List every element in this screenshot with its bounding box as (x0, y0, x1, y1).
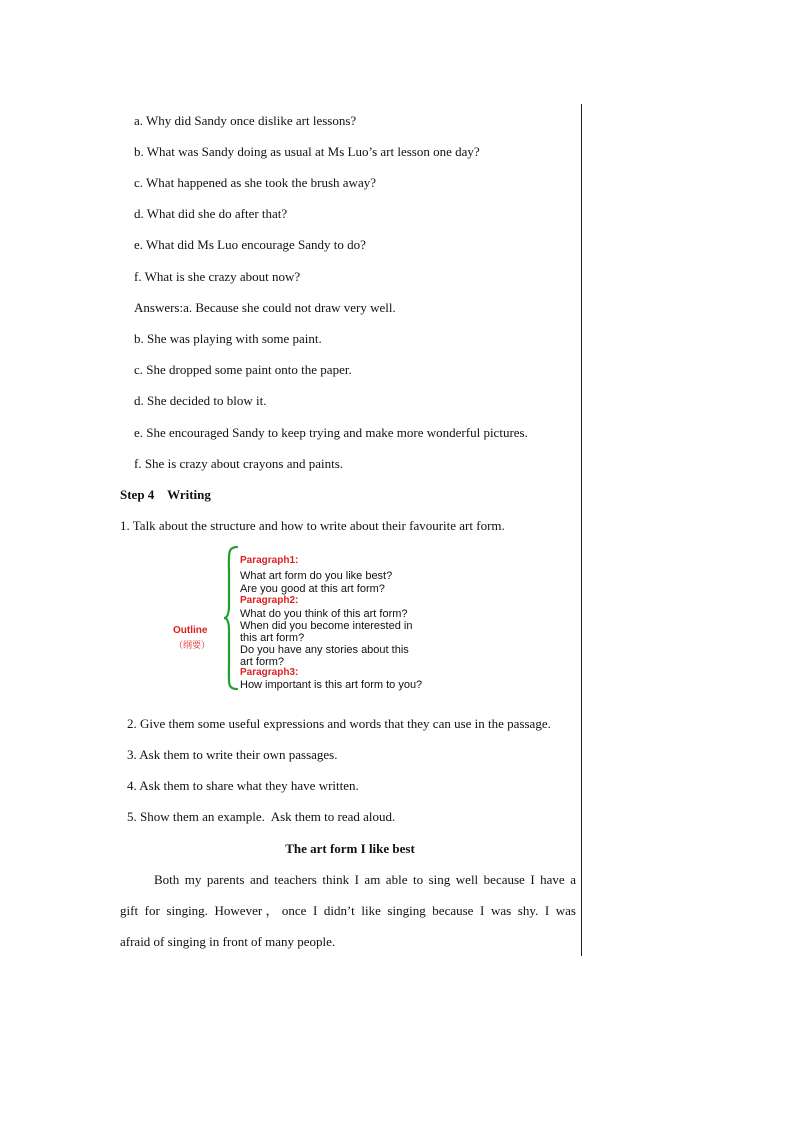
paragraph1-line: Are you good at this art form? (240, 583, 385, 595)
answer-e: e. She encouraged Sandy to keep trying and make more wonderful pictures. (134, 425, 528, 440)
example-line: gift for singing. However，once I didn’t like singing because I was shy. I was (120, 903, 576, 918)
question-f: f. What is she crazy about now? (134, 269, 301, 284)
answer-d: d. She decided to blow it. (134, 393, 267, 408)
answer-b: b. She was playing with some paint. (134, 331, 322, 346)
example-line: Both my parents and teachers think I am able to sing well because I have a (154, 872, 576, 887)
answer-a: Answers:a. Because she could not draw very well. (134, 300, 396, 315)
step-2: 2. Give them some useful expressions and words that they can use in the passage. (127, 716, 551, 731)
paragraph2-line: What do you think of this art form? (240, 608, 408, 620)
step-heading: Step 4 Writing (120, 487, 211, 502)
paragraph2-line: When did you become interested in (240, 620, 413, 632)
paragraph1-line: What art form do you like best? (240, 570, 393, 582)
paragraph3-title: Paragraph3: (240, 667, 299, 678)
paragraph1-title: Paragraph1: (240, 555, 299, 566)
example-line: afraid of singing in front of many people. (120, 934, 336, 949)
question-b: b. What was Sandy doing as usual at Ms Luo’s art lesson one day? (134, 144, 480, 159)
answer-f: f. She is crazy about crayons and paints. (134, 456, 344, 471)
outline-label: Outline (173, 625, 208, 636)
question-c: c. What happened as she took the brush away? (134, 175, 376, 190)
step-5: 5. Show them an example. Ask them to read aloud. (127, 809, 396, 824)
step-3: 3. Ask them to write their own passages. (127, 747, 338, 762)
curly-brace-icon (223, 545, 239, 691)
question-d: d. What did she do after that? (134, 206, 288, 221)
outline-label-cn: （纲要） (174, 640, 211, 650)
answer-c: c. She dropped some paint onto the paper. (134, 362, 352, 377)
paragraph2-line: Do you have any stories about this (240, 644, 409, 656)
question-a: a. Why did Sandy once dislike art lessons? (134, 113, 357, 128)
question-e: e. What did Ms Luo encourage Sandy to do? (134, 237, 366, 252)
step-1: 1. Talk about the structure and how to write about their favourite art form. (120, 518, 505, 533)
paragraph3-line: How important is this art form to you? (240, 679, 423, 691)
page-right-border (581, 104, 582, 956)
outline-figure (165, 545, 465, 695)
step-4: 4. Ask them to share what they have written. (127, 778, 359, 793)
paragraph2-title: Paragraph2: (240, 595, 299, 606)
example-title: The art form I like best (285, 841, 415, 856)
paragraph2-line: art form? (240, 656, 285, 668)
paragraph2-line: this art form? (240, 632, 305, 644)
